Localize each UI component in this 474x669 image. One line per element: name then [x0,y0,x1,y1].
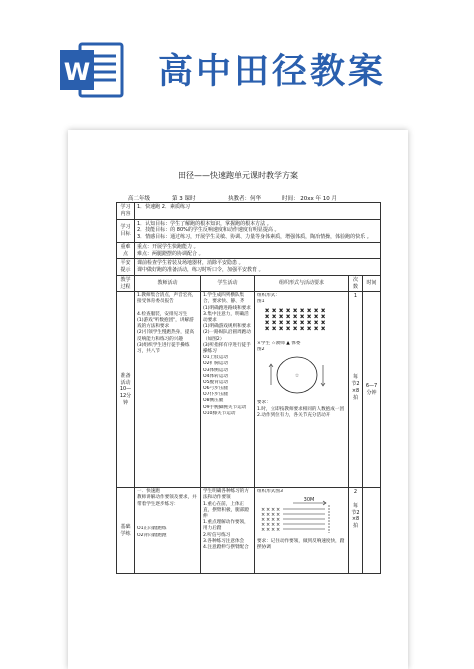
student-mark: × [266,517,271,524]
goal-item: 2．技能目标：的 80%的学生反响速度和动作速度有明显提高 。 [137,227,280,234]
student-mark: × [293,319,298,326]
basic-per-section: 每节2×8拍 [351,502,360,529]
prep-student-line: O10膝关节运动 [203,410,236,416]
student-mark: × [261,507,266,514]
student-mark: × [279,325,284,332]
prep-student-line: 3.集中注意力，明确活动要求 [203,311,249,323]
word-document-icon [58,38,126,102]
prep-student-line: O2扩胸运动 [203,361,228,367]
basic-organization [255,488,349,574]
basic-student-line: 4.注意蹬伸与摆臂配合 [203,544,249,550]
student-mark: × [286,325,291,332]
distance-label: 30M [303,497,315,504]
student-mark: × [307,313,312,320]
prep-student-line: O3体侧运动 [203,367,228,373]
student-mark: × [300,313,305,320]
student-mark: × [266,512,271,519]
basic-teacher-line: O2背向蹬跑跑 [137,532,167,538]
prep-org-line: 组织形式： [257,293,280,299]
prep-row [117,292,381,488]
student-mark: × [286,319,291,326]
prep-student-line: O7仆步压腿 [203,392,228,398]
goals-text [135,219,381,242]
basic-teacher-line: O1正向蹬跑练 [137,526,167,532]
student-mark: × [321,319,326,326]
student-mark: × [293,313,298,320]
circle-run-diagram-2 [257,353,343,397]
prep-student-line: (2)一路纵队沿圆周跑动（如图2） [203,330,251,342]
key-points-label: 重难点 [117,242,135,259]
student-mark: × [272,325,277,332]
header-teacher: 教师活动 [135,275,201,292]
basic-time [363,488,381,574]
student-mark: × [265,319,270,326]
student-mark: × [265,307,270,314]
student-mark: × [271,522,276,529]
prep-student-line: O1上肢运动 [203,355,228,361]
key-points-row [117,242,381,259]
student-mark: × [300,325,305,332]
student-mark: × [279,319,284,326]
student-mark: × [276,512,281,519]
student-mark: × [321,307,326,314]
student-mark: × [307,319,312,326]
prep-student-line: (3)听指挥有序进行徒手操练习 [203,342,251,354]
student-mark: × [279,313,284,320]
student-mark: × [261,527,266,534]
student-mark: × [271,507,276,514]
student-mark: × [272,307,277,314]
content-label: 学习内容 [117,203,135,220]
basic-row [117,488,381,574]
student-mark: × [266,522,271,529]
prep-student-line: O9手腕脚腕关节运动 [203,404,247,410]
goal-item: 3．情感目标：通过练习，开展学生灵敏、协调、力量等身体素质，增强体质，陶冶情操，体验跑的快乐 。 [137,234,372,240]
prep-teacher-line: (1)游戏"听数抱团"，讲解游戏的方法和要求 [137,318,194,330]
student-mark: × [293,325,298,332]
grade-label: 高二年级 [128,196,151,202]
content-text: 1．快速跑 2．素质练习 [135,203,381,220]
student-mark: × [261,517,266,524]
student-mark: × [276,522,281,529]
prep-label: 准备活动 10—12分钟 [117,292,135,488]
prep-org-line: 2.动作到位有力，各关节充分活动开 [257,412,331,418]
prep-per-section: 每节2×8拍 [351,374,360,401]
lesson-plan-table [116,202,381,574]
header-count: 次数 [349,275,363,292]
key-point: 重点：开展学生快跑能力 。 [137,243,199,250]
student-mark: × [286,307,291,314]
date-label: 时间： 20xx 年 10 月 [282,196,338,202]
safety-text [135,259,381,276]
basic-count-value: 2 [353,489,358,496]
basic-label: 基础学练 [117,488,135,574]
prep-org-line: 1.时，立即按教师要求相同的人数抱成一团 [257,406,345,412]
prep-student-line: O8侧压腿 [203,398,224,404]
basic-teacher-line: 教师讲解动作要领及要求，并带着学生逐步练习： [137,495,197,507]
basic-student-line: 3.各种练习注意体会 [203,538,245,544]
student-mark: × [261,522,266,529]
safety-line: 课前检查学生着装及场地器材，消除平安隐患 。 [137,260,244,267]
student-mark: × [276,507,281,514]
goals-row [117,219,381,242]
header-org: 组织形式与活动要求 [255,275,349,292]
sprint-lane-diagram-3 [257,495,343,535]
basic-org-line: 要求：记住动作要领，做到反响速度快，蹬摆协调 [257,538,345,550]
basic-student-line: 学生明确各种练习的方法和动作要领 [203,489,249,501]
prep-student-line: O4体转运动 [203,373,228,379]
basic-org-line: 组织形式图3 [257,489,283,495]
prep-org-line: 图2 [257,347,265,352]
student-mark: × [321,313,326,320]
difficult-point: 难点：两腿蹬摆的协调配合 。 [137,250,204,257]
student-mark: × [293,307,298,314]
basic-student-line: 1.重点理解动作要领，用力后蹬 [203,520,249,532]
content-row [117,203,381,220]
student-mark: × [279,307,284,314]
key-points-text [135,242,381,259]
document-page [68,130,408,669]
prep-count-value: 1 [353,293,358,300]
student-mark: × [307,325,312,332]
student-mark: × [265,325,270,332]
header-student: 学生活动 [201,275,255,292]
student-mark: × [272,313,277,320]
student-mark: × [271,527,276,534]
student-mark: × [266,507,271,514]
prep-student-line: O5腹背运动 [203,379,228,385]
svg-text:☆: ☆ [294,373,300,380]
prep-count [349,292,363,488]
student-mark: × [314,325,319,332]
student-mark: × [276,527,281,534]
table-header-row [117,275,381,292]
basic-teacher-line: 一．快速跑 [137,489,160,495]
prep-organization [255,292,349,488]
student-mark: × [300,319,305,326]
basic-student-activity [201,488,255,574]
prep-time: 6—7分钟 [363,292,381,488]
prep-student-line: O6弓步压腿 [203,386,228,392]
basic-teacher-activity [135,488,201,574]
student-mark: × [276,517,281,524]
student-mark: × [261,512,266,519]
student-mark: × [321,325,326,332]
student-mark: × [266,527,271,534]
header-time: 时间 [363,275,381,292]
formation-diagram-1 [257,306,343,338]
student-mark: × [307,307,312,314]
lesson-label: 第 3 课时 [172,196,196,202]
safety-line: 课中做好跑的准备活动，练习时听口令，加强平安教育 。 [137,267,264,273]
safety-row [117,259,381,276]
word-icon-letter: W [63,58,91,86]
header-process: 教学过程 [117,275,135,292]
basic-student-line: 2.听信号练习 [203,532,231,538]
basic-count [349,488,363,574]
prep-student-line: (1)明确跑进路线和要求 [203,305,251,311]
student-mark: × [286,313,291,320]
safety-label: 平安提示 [117,259,135,276]
student-mark: × [314,313,319,320]
student-mark: × [300,307,305,314]
prep-teacher-activity [135,292,201,488]
student-mark: × [272,319,277,326]
banner-title: 高中田径教案 [158,52,387,92]
goal-item: 1．认知目标：学生了解跑的根本知识，掌握跑的根本方法 。 [137,220,272,227]
student-mark: × [314,307,319,314]
prep-teacher-line: (3)组织学生进行徒手操练习，共八节 [137,342,190,354]
teacher-label: 执教者：何华 [228,196,262,202]
prep-student-activity [201,292,255,488]
prep-teacher-line: 1.教师集合清点，声音宏亮，接受体育委员报告 [137,293,197,305]
prep-org-line: 图1 [257,299,265,305]
student-mark: × [265,313,270,320]
goals-label: 学习目标 [117,219,135,242]
student-mark: × [271,517,276,524]
document-title: 田径——快速跑单元课时教学方案 [178,171,298,180]
prep-teacher-line: 4.检查服装，安排见习生 [137,311,188,317]
prep-teacher-line: (2)引领学生慢跑热身，提高反响能力和练习的兴趣 [137,330,195,342]
prep-org-line: 要求： [257,400,271,406]
student-mark: × [314,319,319,326]
prep-student-line: 1.学生成四列横队集合，要求快、静、齐 [203,293,245,305]
student-mark: × [271,512,276,519]
prep-student-line: (1)明确游戏规则和要求 [203,324,251,330]
banner [0,0,474,118]
prep-org-legend: ×学生 ☆教师 ▲ 体委 [257,340,301,346]
basic-student-line: 1.重心在前，上体正直，摆臂积极，腿部蹬伸 [203,501,249,519]
